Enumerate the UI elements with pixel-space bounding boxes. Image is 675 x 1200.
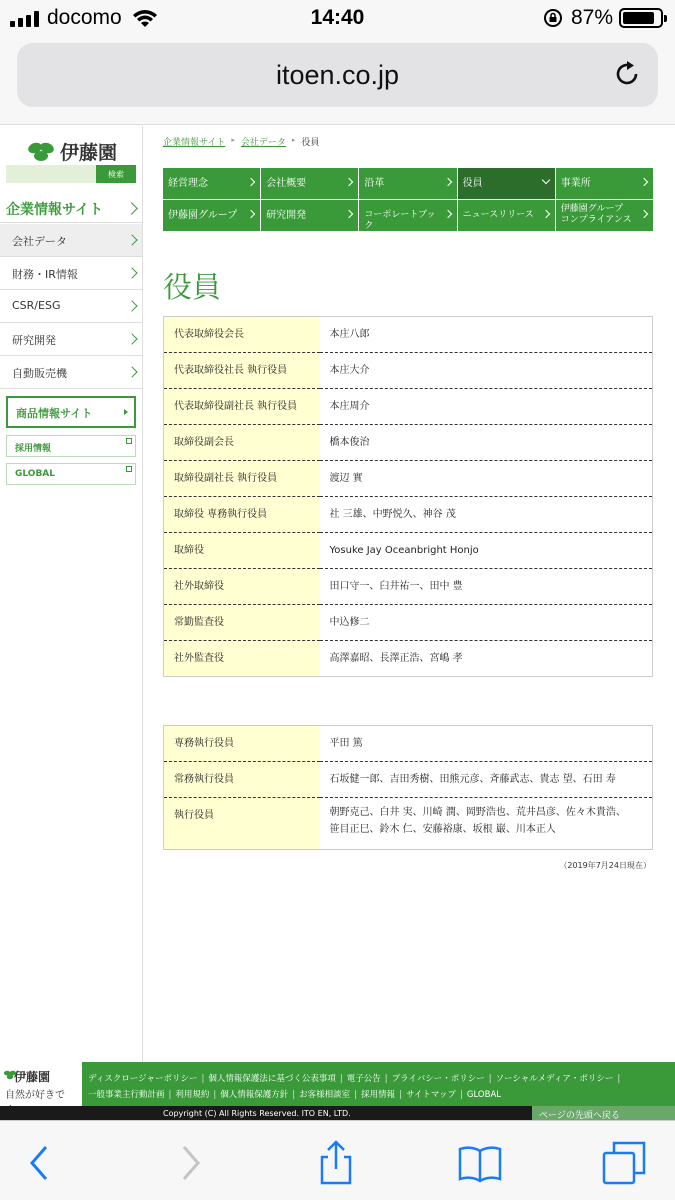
sidebar-item-label: 研究開発 [12, 334, 56, 347]
site-logo[interactable] [26, 138, 117, 165]
footer-link-separator: | [354, 1090, 358, 1100]
title-cell: 代表取締役社長 執行役員 [164, 353, 320, 389]
chevron-right-icon [640, 210, 648, 218]
tab-label: コーポレートブック [364, 210, 436, 231]
tab-label: 経営理念 [168, 178, 208, 189]
footer-link-separator: | [213, 1090, 217, 1100]
tab-research[interactable] [261, 200, 358, 231]
carrier-label: docomo [47, 6, 122, 29]
title-cell: 執行役員 [164, 798, 320, 850]
names-cell: 田口守一、臼井祐一、田中 豊 [320, 569, 653, 605]
status-bar [0, 0, 675, 38]
title-cell: 取締役副社長 執行役員 [164, 461, 320, 497]
names-cell: 高澤嘉昭、長澤正浩、宮嶋 孝 [320, 641, 653, 677]
tab-label: 研究開発 [266, 210, 307, 221]
names-cell: 中込修二 [320, 605, 653, 641]
global-link[interactable] [6, 463, 136, 485]
tab-group[interactable] [163, 200, 260, 231]
tab-label: ニュースリリース [462, 210, 534, 220]
reload-icon[interactable] [612, 59, 642, 89]
tab-corporate-book[interactable] [359, 200, 456, 231]
footer-logo[interactable] [0, 1062, 82, 1108]
footer-link[interactable]: 個人情報保護方針 [220, 1090, 289, 1100]
chevron-right-icon [345, 210, 353, 218]
search-input[interactable] [6, 165, 96, 183]
back-icon[interactable] [16, 1139, 64, 1187]
footer-logo-text: 伊藤園 [14, 1070, 51, 1084]
title-cell: 専務執行役員 [164, 726, 320, 762]
names-cell: 平田 篤 [329, 738, 363, 749]
copyright-text: Copyright (C) All Rights Reserved. ITO EN, LTD. [163, 1109, 351, 1118]
site-title-label: 企業情報サイト [6, 202, 104, 218]
footer-link-separator: | [292, 1090, 296, 1100]
sidebar-item-label: 財務・IR情報 [12, 268, 78, 281]
footer-link-separator: | [339, 1074, 343, 1084]
title-cell: 取締役副会長 [164, 425, 320, 461]
footer-link[interactable]: ソーシャルメディア・ポリシー [495, 1074, 614, 1084]
sidebar-item-label: CSR/ESG [12, 299, 61, 312]
tab-label: 伊藤園グループ [168, 210, 238, 221]
footer-link[interactable]: GLOBAL [466, 1090, 501, 1100]
footer-links-row [88, 1071, 668, 1087]
bookmarks-icon[interactable] [456, 1139, 504, 1187]
breadcrumb-separator-icon: ▸ [231, 136, 235, 144]
global-nav [163, 168, 653, 231]
table-row [164, 569, 653, 605]
table-row [164, 461, 653, 497]
footer-link-separator: | [460, 1090, 463, 1100]
tab-philosophy[interactable] [163, 168, 260, 199]
title-cell: 常務執行役員 [164, 762, 320, 798]
title-cell: 代表取締役会長 [164, 317, 320, 353]
breadcrumb-separator-icon: ▸ [291, 136, 296, 144]
chevron-right-icon [443, 178, 451, 186]
tab-label-line2: コンプライアンス [560, 215, 632, 225]
sidebar-item-label: 自動販売機 [12, 367, 67, 380]
sidebar [0, 126, 143, 1062]
tab-label: 会社概要 [266, 178, 307, 189]
names-cell: 本庄八郎 [329, 329, 370, 340]
footer-link[interactable]: プライバシー・ポリシー [391, 1074, 485, 1084]
names-cell: 橋本俊治 [320, 425, 653, 461]
chevron-right-icon [126, 366, 137, 377]
breadcrumb-home[interactable]: 企業情報サイト [163, 138, 226, 148]
footer-link[interactable]: お客様相談室 [299, 1090, 351, 1100]
names-cell: Yosuke Jay Oceanbright Honjo [320, 533, 653, 569]
triangle-right-icon [124, 409, 128, 415]
tabs-icon[interactable] [600, 1139, 648, 1187]
footer-link-separator: | [201, 1074, 205, 1084]
footer-link-separator: | [617, 1074, 621, 1084]
chevron-right-icon [443, 210, 451, 218]
footer-links [88, 1071, 668, 1103]
footer-link[interactable]: 利用規約 [175, 1090, 210, 1100]
footer-link[interactable]: 電子公告 [346, 1074, 381, 1084]
footer-link[interactable]: 個人情報保護法に基づく公表事項 [208, 1074, 336, 1084]
tab-officers[interactable] [458, 168, 555, 199]
page-top-button[interactable] [532, 1106, 675, 1120]
table-row [164, 497, 653, 533]
tab-label: 事業所 [560, 178, 591, 189]
table-row [164, 726, 653, 762]
sidebar-item-company-data[interactable] [0, 224, 142, 257]
rotation-lock-icon [543, 8, 563, 28]
forward-icon[interactable] [166, 1139, 214, 1187]
tab-label-line1: 伊藤園グループ [560, 204, 624, 214]
site-search [6, 165, 136, 183]
footer-tagline: 自然が好きで [5, 1090, 65, 1101]
external-link-icon [126, 466, 132, 472]
footer-link[interactable]: ディスクロージャーポリシー [88, 1074, 198, 1084]
chevron-right-icon [126, 234, 137, 245]
sidebar-site-title[interactable] [0, 191, 142, 223]
browser-address-area [0, 38, 675, 125]
title-cell: 常勤監査役 [164, 605, 320, 641]
names-cell: 渡辺 實 [320, 461, 653, 497]
chevron-right-icon [640, 178, 648, 186]
product-site-button[interactable] [6, 396, 136, 428]
names-line2: 笹目正巳、鈴木 仁、安藤裕康、坂根 巌、川本正人 [329, 824, 556, 835]
names-cell: 石坂健一郎、吉田秀樹、田熊元彦、斉藤武志、貴志 望、石田 寿 [320, 762, 653, 798]
breadcrumb-current: 役員 [301, 138, 320, 148]
table-row [164, 533, 653, 569]
chevron-right-icon [126, 333, 137, 344]
names-cell: 本庄周介 [320, 389, 653, 425]
table-row [164, 798, 653, 850]
names-cell: 本庄大介 [320, 353, 653, 389]
tab-offices[interactable] [556, 168, 653, 199]
external-link-icon [126, 438, 132, 444]
breadcrumb-parent[interactable]: 会社データ [240, 138, 286, 148]
title-cell: 社外監査役 [164, 641, 320, 677]
names-line1: 朝野克己、白井 実、川崎 潤、岡野浩也、荒井昌彦、佐々木貴浩、 [329, 807, 626, 818]
page-top-label: ページの先頭へ戻る [539, 1111, 620, 1120]
tab-history[interactable] [359, 168, 456, 199]
tab-label: 役員 [462, 178, 483, 189]
chevron-down-icon [542, 176, 550, 184]
sidebar-item-vending[interactable] [0, 356, 142, 389]
table-row [164, 605, 653, 641]
executives-table [163, 725, 653, 850]
recruit-link[interactable] [6, 435, 136, 457]
sidebar-item-csr[interactable] [0, 290, 142, 323]
table-row [164, 389, 653, 425]
footer-link-separator: | [399, 1090, 402, 1100]
chevron-right-icon [542, 210, 550, 218]
names-cell [320, 798, 653, 850]
product-site-label: 商品情報サイト [16, 407, 93, 420]
page-title: 役員 [163, 270, 222, 304]
footer-link[interactable]: サイトマップ [405, 1090, 457, 1100]
battery-percent: 87% [570, 6, 613, 29]
table-row [164, 425, 653, 461]
footer-link[interactable]: 採用情報 [361, 1090, 396, 1100]
sidebar-item-ir[interactable] [0, 257, 142, 290]
table-row [164, 762, 653, 798]
title-cell: 取締役 専務執行役員 [164, 497, 320, 533]
chevron-right-icon [247, 210, 255, 218]
share-icon[interactable] [312, 1139, 360, 1187]
leaf-logo-icon [26, 141, 56, 163]
footer-link-separator: | [384, 1074, 388, 1084]
as-of-date: （2019年7月24日現在） [559, 861, 651, 870]
footer-link[interactable]: 一般事業主行動計画 [88, 1090, 165, 1100]
url-text[interactable]: itoen.co.jp [275, 60, 400, 90]
chevron-right-icon [126, 300, 137, 311]
chevron-right-icon [247, 178, 255, 186]
global-label: GLOBAL [15, 469, 56, 479]
title-cell: 取締役 [164, 533, 320, 569]
title-cell: 社外取締役 [164, 569, 320, 605]
tab-label [561, 204, 639, 226]
table-row [164, 641, 653, 677]
battery-icon [619, 8, 663, 28]
board-table [163, 316, 653, 677]
chevron-right-icon [345, 178, 353, 186]
title-cell: 代表取締役副社長 執行役員 [164, 389, 320, 425]
tab-news[interactable] [458, 200, 555, 231]
footer-link-separator: | [168, 1090, 172, 1100]
sidebar-item-research[interactable] [0, 323, 142, 356]
chevron-right-icon [125, 202, 138, 215]
sidebar-item-label: 会社データ [12, 235, 67, 248]
address-bar[interactable] [17, 43, 658, 107]
footer-links-row [88, 1087, 668, 1103]
breadcrumb [163, 135, 319, 148]
tab-label: 沿革 [364, 178, 385, 189]
chevron-right-icon [126, 267, 137, 278]
table-row [164, 353, 653, 389]
search-button[interactable]: 検索 [96, 165, 136, 183]
table-row [164, 317, 653, 353]
logo-text: 伊藤園 [60, 142, 118, 164]
footer-link-separator: | [488, 1074, 492, 1084]
tab-compliance[interactable] [556, 200, 653, 231]
names-cell: 社 三雄、中野悦久、神谷 茂 [320, 497, 653, 533]
clock: 14:40 [310, 6, 365, 29]
tab-overview[interactable] [261, 168, 358, 199]
browser-toolbar [0, 1120, 675, 1200]
recruit-label: 採用情報 [15, 444, 52, 454]
sidebar-nav [0, 224, 142, 389]
